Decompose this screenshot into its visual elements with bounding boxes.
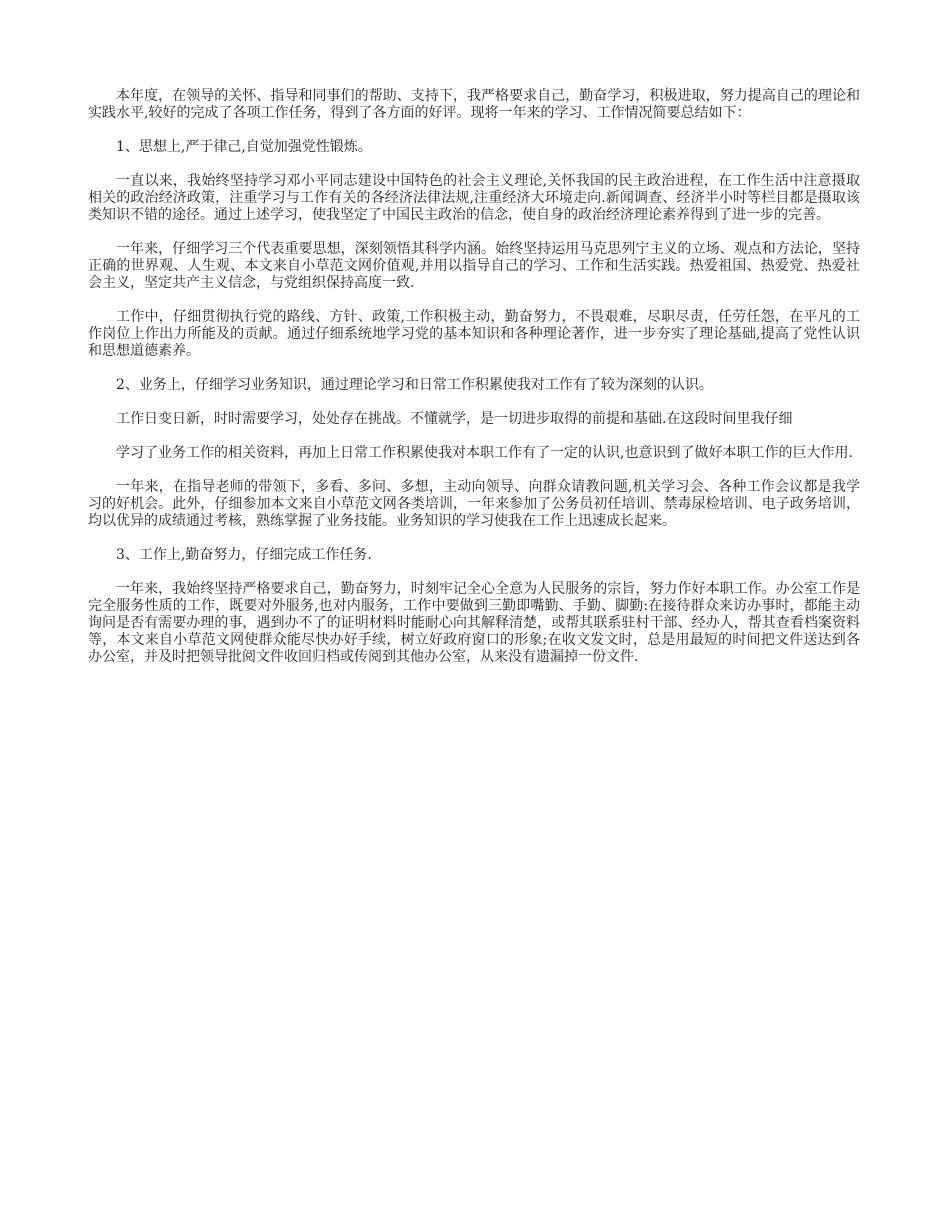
section-heading-business: 2、业务上，仔细学习业务知识，通过理论学习和日常工作积累使我对工作有了较为深刻的认识。 bbox=[116, 377, 713, 393]
section-heading-work: 3、工作上,勤奋努力，仔细完成工作任务. bbox=[116, 547, 372, 563]
body-paragraph: 学习了业务工作的相关资料，再加上日常工作积累使我对本职工作有了一定的认识,也意识到了做好本职工作的巨大作用. bbox=[116, 445, 853, 461]
body-paragraph: 工作日变日新，时时需要学习，处处存在挑战。不懂就学，是一切进步取得的前提和基础.在这段时间里我仔细 bbox=[116, 411, 793, 427]
body-paragraph: 一年来，仔细学习三个代表重要思想，深刻领悟其科学内涵。始终坚持运用马克思列宁主义的立场、观点和方法论，坚持正确的世界观、人生观、本文来自小草范文网价值观,并用以指导自己的学习、工作和生活实践。热爱祖国、热爱党、热爱社会主义，坚定共产主义信念，与党组织保持高度一致. bbox=[88, 241, 860, 291]
document-body bbox=[88, 88, 860, 683]
body-paragraph: 一直以来，我始终坚持学习邓小平同志建设中国特色的社会主义理论,关怀我国的民主政治进程，在工作生活中注意摄取相关的政治经济政策，注重学习与工作有关的各经济法律法规,注重经济大环境走向.新闻调查、经济半小时等栏目都是摄取该类知识不错的途径。通过上述学习，使我坚定了中国民主政治的信念，使自身的政治经济理论素养得到了进一步的完善。 bbox=[88, 173, 860, 223]
section-heading-thought: 1、思想上,严于律己,自觉加强党性锻炼。 bbox=[116, 139, 372, 155]
body-paragraph: 工作中，仔细贯彻执行党的路线、方针、政策,工作积极主动，勤奋努力，不畏艰难，尽职尽责，任劳任怨，在平凡的工作岗位上作出力所能及的贡献。通过仔细系统地学习党的基本知识和各种理论著作，进一步夯实了理论基础,提高了党性认识和思想道德素养。 bbox=[88, 309, 860, 359]
intro-paragraph: 本年度，在领导的关怀、指导和同事们的帮助、支持下，我严格要求自己，勤奋学习，积极进取，努力提高自己的理论和实践水平,较好的完成了各项工作任务，得到了各方面的好评。现将一年来的学习、工作情况简要总结如下： bbox=[88, 88, 860, 121]
body-paragraph: 一年来，在指导老师的带领下，多看、多问、多想，主动向领导、向群众请教问题,机关学习会、各种工作会议都是我学习的好机会。此外，仔细参加本文来自小草范文网各类培训，一年来参加了公务员初任培训、禁毒尿检培训、电子政务培训，均以优异的成绩通过考核，熟练掌握了业务技能。业务知识的学习使我在工作上迅速成长起来。 bbox=[88, 479, 860, 529]
body-paragraph: 一年来，我始终坚持严格要求自己，勤奋努力，时刻牢记全心全意为人民服务的宗旨，努力作好本职工作。办公室工作是完全服务性质的工作，既要对外服务,也对内服务，工作中要做到三勤即嘴勤、手勤、脚勤:在接待群众来访办事时，都能主动询问是否有需要办理的事，遇到办不了的证明材料时能耐心向其解释清楚，或帮其联系驻村干部、经办人，帮其查看档案资料等，本文来自小草范文网使群众能尽快办好手续，树立好政府窗口的形象;在收文发文时，总是用最短的时间把文件送达到各办公室，并及时把领导批阅文件收回归档或传阅到其他办公室，从来没有遗漏掉一份文件. bbox=[88, 581, 860, 665]
